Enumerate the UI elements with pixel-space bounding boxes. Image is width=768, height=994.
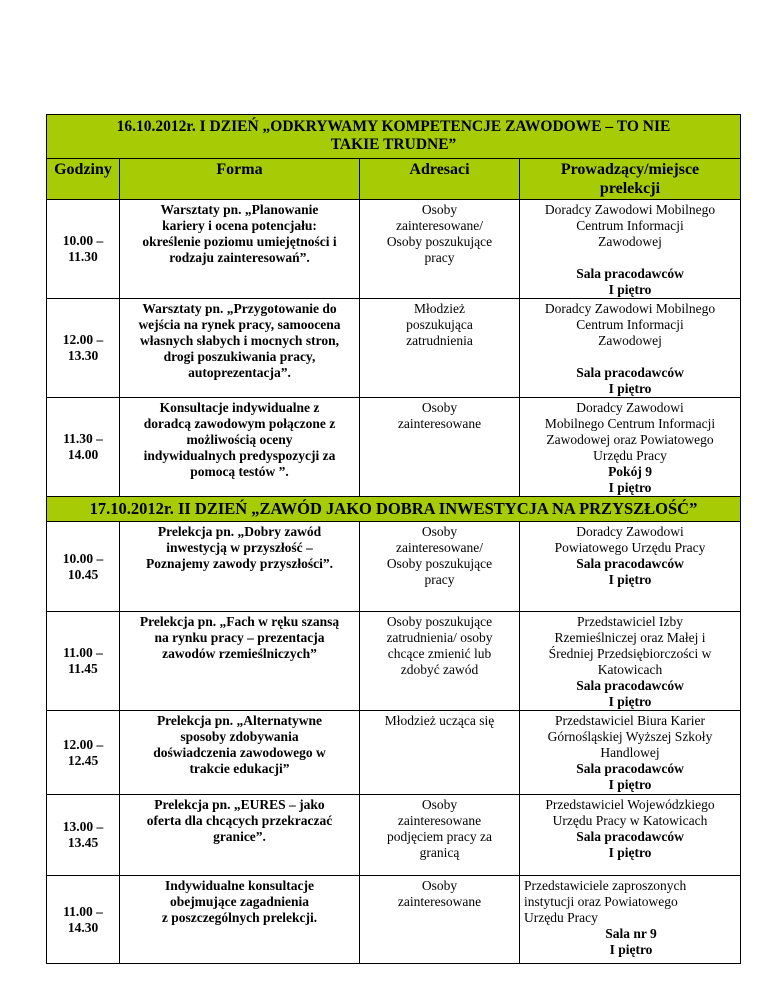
- prowadzacy-cell: Doradcy Zawodowi Powiatowego Urzędu Pracy Sala pracodawców I piętro: [520, 522, 741, 612]
- adresaci-cell: Osoby zainteresowane/ Osoby poszukujące pracy: [360, 200, 520, 299]
- table-row: [47, 200, 741, 299]
- time-cell: 11.00 – 14.30: [47, 876, 120, 964]
- forma-cell: Konsultacje indywidualne z doradcą zawodowym połączone z możliwością oceny indywidualnych predyspozycji za pomocą testów ”.: [120, 398, 360, 497]
- table-row: [47, 522, 741, 612]
- prowadzacy-cell: Doradcy Zawodowi Mobilnego Centrum Informacji Zawodowej Sala pracodawców I piętro: [520, 200, 741, 299]
- prowadzacy-cell: Przedstawiciele zaproszonych instytucji oraz Powiatowego Urzędu Pracy Sala nr 9 I piętro: [520, 876, 741, 964]
- prowadzacy-cell: Doradcy Zawodowi Mobilnego Centrum Informacji Zawodowej oraz Powiatowego Urzędu Pracy Pokój 9 I piętro: [520, 398, 741, 497]
- adresaci-cell: Młodzież poszukująca zatrudnienia: [360, 299, 520, 398]
- table-row: [47, 876, 741, 964]
- table-row: [47, 398, 741, 497]
- adresaci-cell: Osoby zainteresowane: [360, 876, 520, 964]
- forma-cell: Prelekcja pn. „Dobry zawód inwestycją w przyszłość – Poznajemy zawody przyszłości”.: [120, 522, 360, 612]
- adresaci-cell: Osoby zainteresowane: [360, 398, 520, 497]
- time-cell: 11.00 – 11.45: [47, 612, 120, 711]
- forma-cell: Warsztaty pn. „Przygotowanie do wejścia na rynek pracy, samoocena własnych słabych i mocnych stron, drogi poszukiwania pracy, autoprezentacja”.: [120, 299, 360, 398]
- forma-cell: Prelekcja pn. „EURES – jako oferta dla chcących przekraczać granice”.: [120, 795, 360, 876]
- adresaci-cell: Osoby zainteresowane/ Osoby poszukujące pracy: [360, 522, 520, 612]
- header-forma: Forma: [120, 159, 360, 200]
- time-cell: 11.30 – 14.00: [47, 398, 120, 497]
- day2-banner-row: [47, 497, 741, 522]
- prowadzacy-cell: Przedstawiciel Biura Karier Górnośląskiej Wyższej Szkoły Handlowej Sala pracodawców I piętro: [520, 711, 741, 795]
- forma-cell: Prelekcja pn. „Fach w ręku szansą na rynku pracy – prezentacja zawodów rzemieślniczych”: [120, 612, 360, 711]
- forma-cell: Indywidualne konsultacje obejmujące zagadnienia z poszczególnych prelekcji.: [120, 876, 360, 964]
- day2-title: 17.10.2012r. II DZIEŃ „ZAWÓD JAKO DOBRA INWESTYCJA NA PRZYSZŁOŚĆ”: [47, 497, 741, 522]
- day1-title: 16.10.2012r. I DZIEŃ „ODKRYWAMY KOMPETENCJE ZAWODOWE – TO NIE TAKIE TRUDNE”: [47, 115, 741, 159]
- table-row: [47, 711, 741, 795]
- schedule-table: [46, 114, 741, 964]
- forma-cell: Prelekcja pn. „Alternatywne sposoby zdobywania doświadczenia zawodowego w trakcie edukacji”: [120, 711, 360, 795]
- table-row: [47, 299, 741, 398]
- time-cell: 12.00 – 12.45: [47, 711, 120, 795]
- prowadzacy-cell: Doradcy Zawodowi Mobilnego Centrum Informacji Zawodowej Sala pracodawców I piętro: [520, 299, 741, 398]
- prowadzacy-cell: Przedstawiciel Wojewódzkiego Urzędu Pracy w Katowicach Sala pracodawców I piętro: [520, 795, 741, 876]
- day1-banner-row: [47, 115, 741, 159]
- time-cell: 13.00 – 13.45: [47, 795, 120, 876]
- header-godziny: Godziny: [47, 159, 120, 200]
- adresaci-cell: Młodzież ucząca się: [360, 711, 520, 795]
- time-cell: 10.00 – 10.45: [47, 522, 120, 612]
- header-prowadzacy: Prowadzący/miejsce prelekcji: [520, 159, 741, 200]
- adresaci-cell: Osoby poszukujące zatrudnienia/ osoby chcące zmienić lub zdobyć zawód: [360, 612, 520, 711]
- header-adresaci: Adresaci: [360, 159, 520, 200]
- prowadzacy-cell: Przedstawiciel Izby Rzemieślniczej oraz Małej i Średniej Przedsiębiorczości w Katowicach Sala pracodawców I piętro: [520, 612, 741, 711]
- time-cell: 10.00 – 11.30: [47, 200, 120, 299]
- table-row: [47, 795, 741, 876]
- table-row: [47, 612, 741, 711]
- adresaci-cell: Osoby zainteresowane podjęciem pracy za granicą: [360, 795, 520, 876]
- time-cell: 12.00 – 13.30: [47, 299, 120, 398]
- table-header-row: [47, 159, 741, 200]
- forma-cell: Warsztaty pn. „Planowanie kariery i ocena potencjału: określenie poziomu umiejętności i rodzaju zainteresowań”.: [120, 200, 360, 299]
